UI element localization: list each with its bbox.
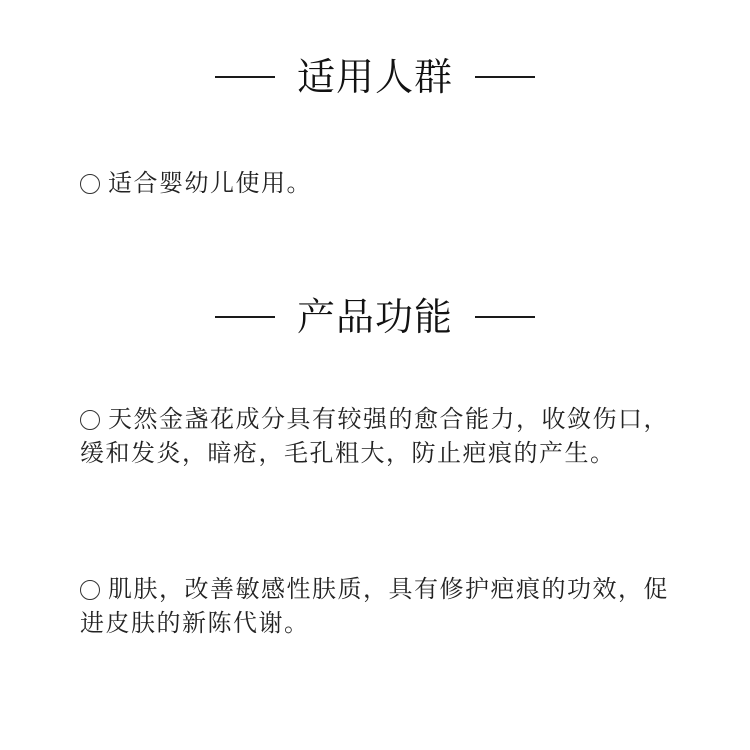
title-right-rule bbox=[475, 316, 535, 318]
circle-bullet-icon bbox=[80, 410, 100, 430]
section-title: 产品功能 bbox=[296, 295, 453, 339]
section-header-product-functions bbox=[0, 292, 750, 342]
circle-bullet-icon bbox=[80, 174, 100, 194]
circle-bullet-icon bbox=[80, 580, 100, 600]
paragraph-text: 适合婴幼儿使用。 bbox=[108, 169, 312, 197]
list-item bbox=[80, 572, 680, 640]
list-item bbox=[80, 402, 680, 470]
paragraph-text: 肌肤，改善敏感性肤质，具有修护疤痕的功效，促进皮肤的新陈代谢。 bbox=[80, 575, 669, 637]
paragraph-text: 天然金盏花成分具有较强的愈合能力，收敛伤口，缓和发炎，暗疮，毛孔粗大，防止疤痕的产生。 bbox=[80, 405, 669, 467]
section-title: 适用人群 bbox=[296, 55, 453, 99]
title-left-rule bbox=[215, 76, 275, 78]
section-header-target-users bbox=[0, 52, 750, 102]
title-right-rule bbox=[475, 76, 535, 78]
title-left-rule bbox=[215, 316, 275, 318]
list-item bbox=[80, 166, 680, 200]
